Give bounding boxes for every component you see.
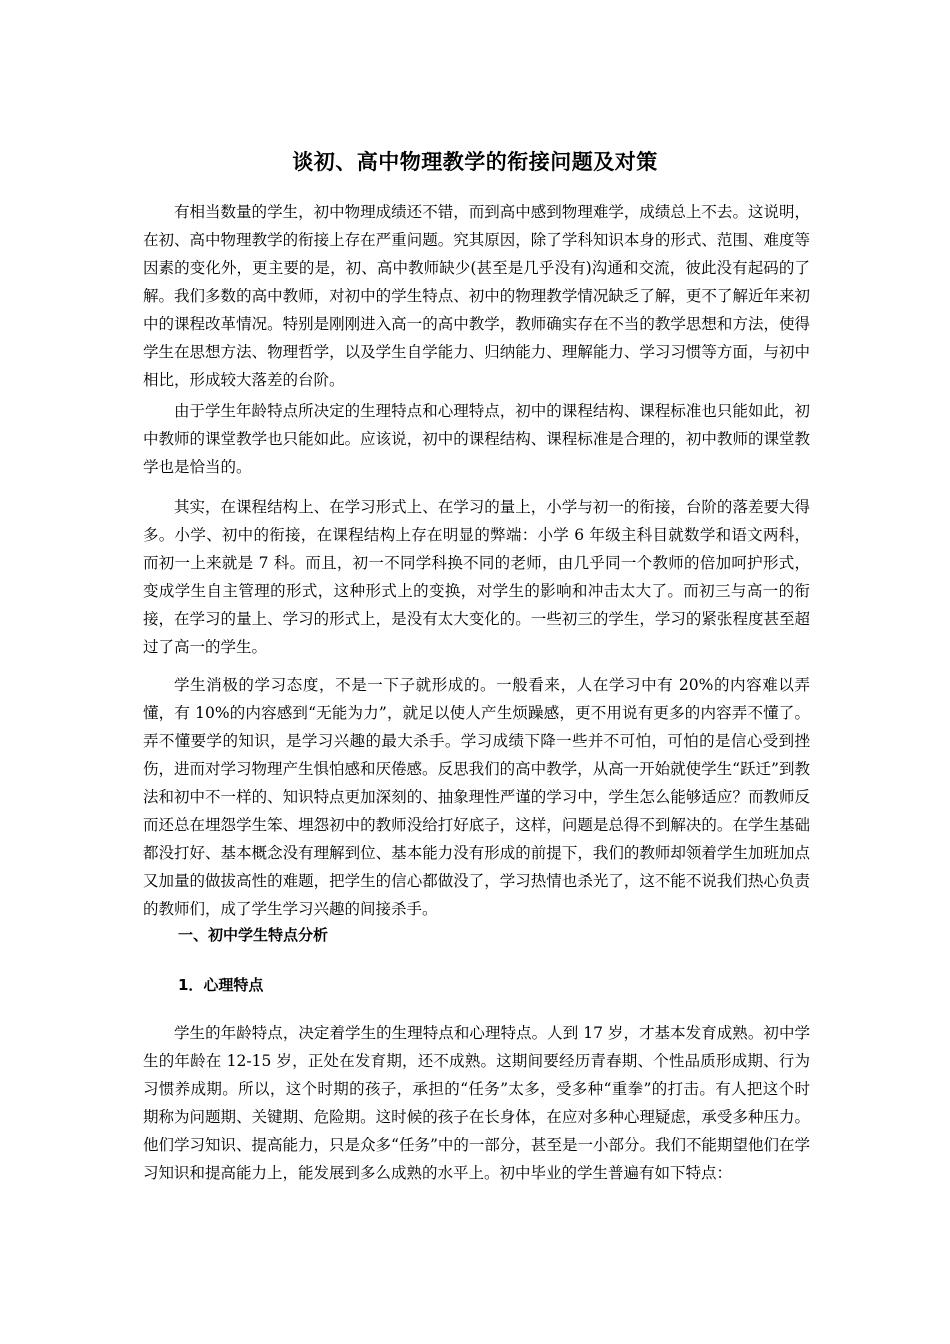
subsection-heading: 1．心理特点 xyxy=(178,976,264,994)
paragraph-psychological-characteristics: 学生的年龄特点，决定着学生的生理特点和心理特点。人到 17 岁，才基本发育成熟。初中学生的年龄在 12-15 岁，正处在发育期，还不成熟。这期间要经历青春期、个性品质形成期、行为习惯养成期。所以，这个时期的孩子，承担的“任务”太多，受多种“重拳”的打击。有人把这个时期称为问题期、关键期、危险期。这时候的孩子在长身体，在应对多种心理疑虑，承受多种压力。他们学习知识、提高能力，只是众多“任务”中的一部分，甚至是一小部分。我们不能期望他们在学习知识和提高能力上，能发展到多么成熟的水平上。初中毕业的学生普遍有如下特点： xyxy=(143,1024,810,1182)
paragraph-course-structure: 其实，在课程结构上、在学习形式上、在学习的量上，小学与初一的衔接，台阶的落差要大得多。小学、初中的衔接，在课程结构上存在明显的弊端：小学 6 年级主科目就数学和语文两科，而初一上来就是 7 科。而且，初一不同学科换不同的老师，由几乎同一个教师的倍加呵护形式，变成学生自主管理的形式，这种形式上的变换，对学生的影响和冲击太大了。而初三与高一的衔接，在学习的量上、学习的形式上，是没有太大变化的。一些初三的学生，学习的紧张程度甚至超过了高一的学生。 xyxy=(143,498,810,656)
section-heading: 一、初中学生特点分析 xyxy=(178,926,329,944)
paragraph-intro: 有相当数量的学生，初中物理成绩还不错，而到高中感到物理难学，成绩总上不去。这说明，在初、高中物理教学的衔接上存在严重问题。究其原因，除了学科知识本身的形式、范围、难度等因素的变化外，更主要的是，初、高中教师缺少(甚至是几乎没有)沟通和交流，彼此没有起码的了解。我们多数的高中教师，对初中的学生特点、初中的物理教学情况缺乏了解，更不了解近年来初中的课程改革情况。特别是刚刚进入高一的高中教学，教师确实存在不当的教学思想和方法，使得学生在思想方法、物理哲学，以及学生自学能力、归纳能力、理解能力、学习习惯等方面，与初中相比，形成较大落差的台阶。 xyxy=(143,203,810,389)
paragraph-learning-attitude: 学生消极的学习态度，不是一下子就形成的。一般看来，人在学习中有 20%的内容难以弄懂，有 10%的内容感到“无能为力”，就足以使人产生烦躁感，更不用说有更多的内容弄不懂了。弄不懂要学的知识，是学习兴趣的最大杀手。学习成绩下降一些并不可怕，可怕的是信心受到挫伤，进而对学习物理产生惧怕感和厌倦感。反思我们的高中教学，从高一开始就使学生“跃迁”到教法和初中不一样的、知识特点更加深刻的、抽象理性严谨的学习中，学生怎么能够适应？而教师反而还总在埋怨学生笨、埋怨初中的教师没给打好底子，这样，问题是总得不到解决的。在学生基础都没打好、基本概念没有理解到位、基本能力没有形成的前提下，我们的教师却领着学生加班加点又加量的做拔高性的难题，把学生的信心都做没了，学习热情也杀光了，这不能不说我们热心负责的教师们，成了学生学习兴趣的间接杀手。 xyxy=(143,676,810,918)
document-title: 谈初、高中物理教学的衔接问题及对策 xyxy=(292,150,658,174)
paragraph-age-characteristics: 由于学生年龄特点所决定的生理特点和心理特点，初中的课程结构、课程标准也只能如此，初中教师的课堂教学也只能如此。应该说，初中的课程结构、课程标准是合理的，初中教师的课堂教学也是恰当的。 xyxy=(143,402,810,476)
